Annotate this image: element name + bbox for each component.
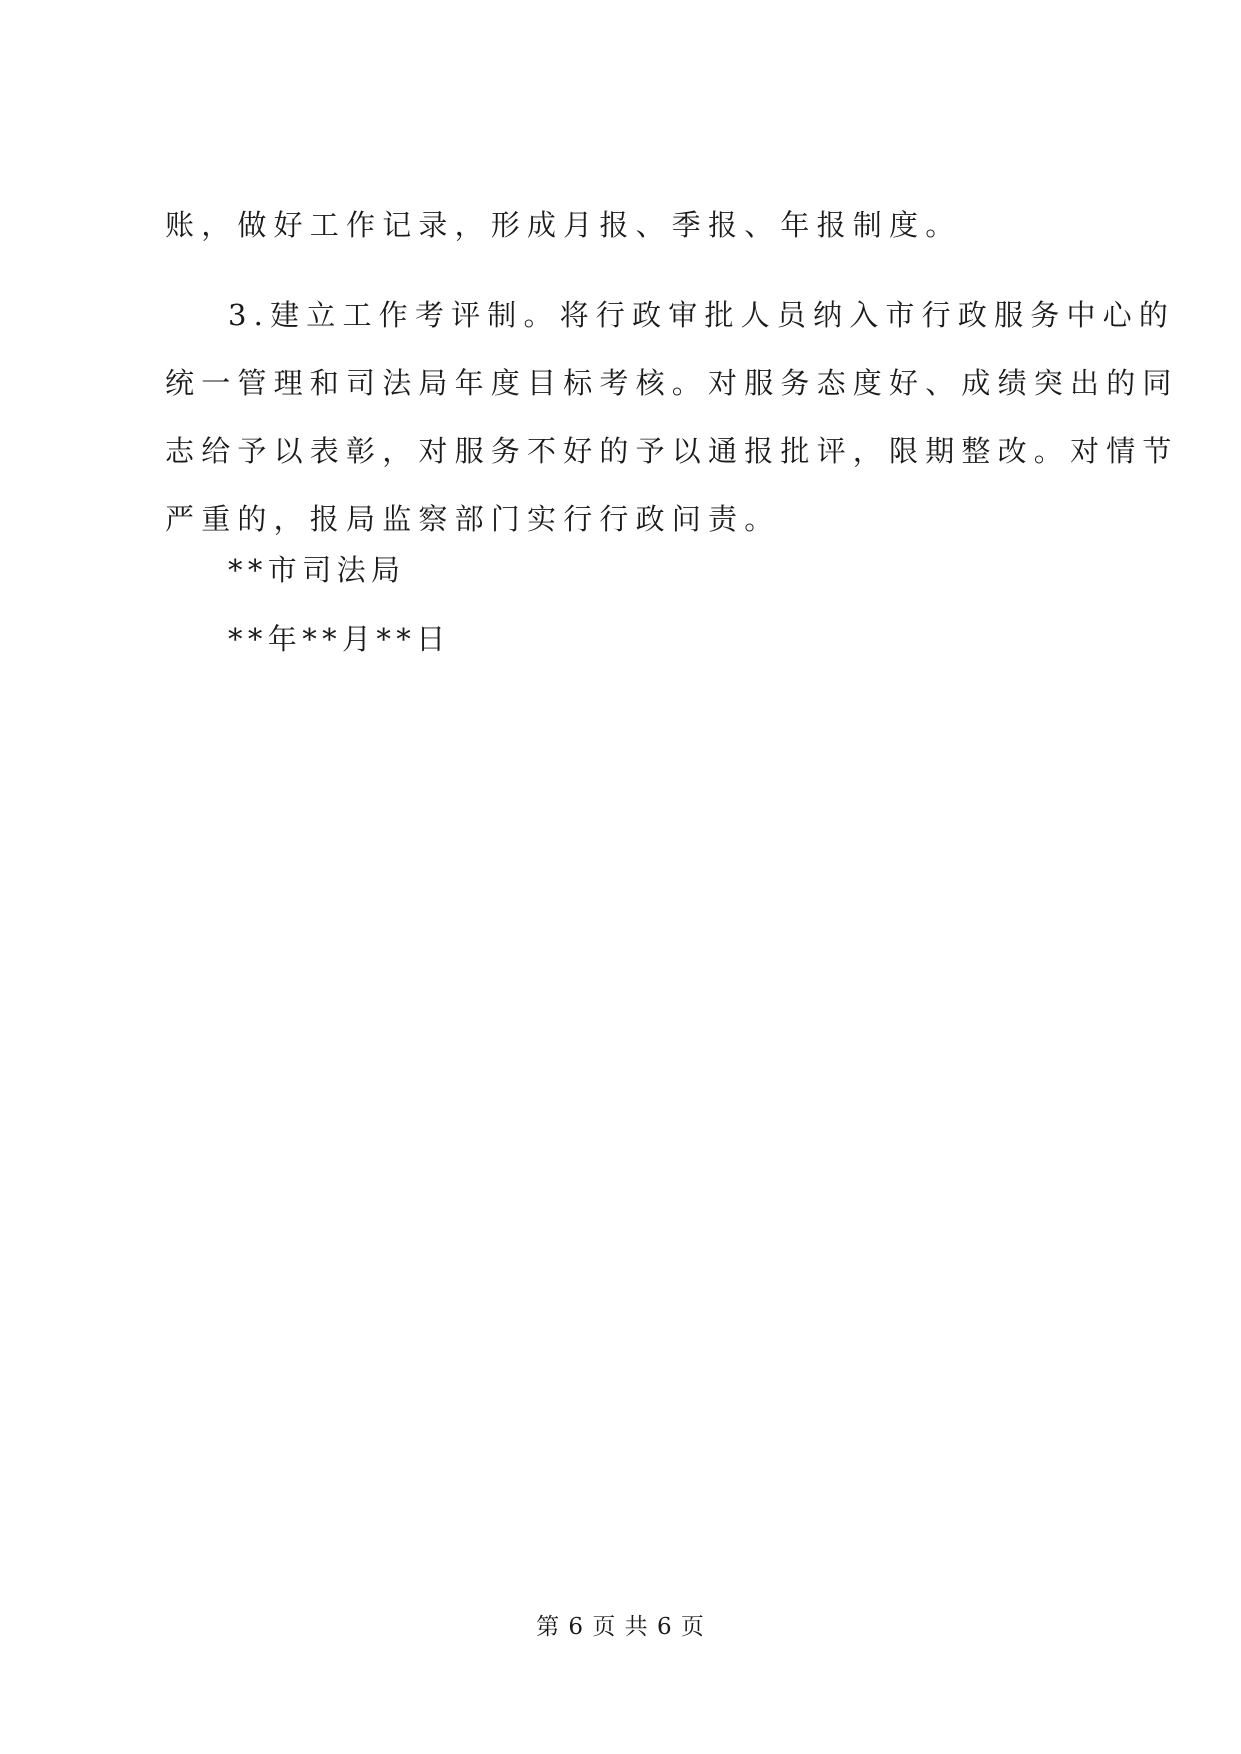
signature-organization: **市司法局: [228, 553, 406, 587]
body-text-line: 统一管理和司法局年度目标考核。对服务态度好、成绩突出的同: [165, 366, 1179, 400]
body-text-line: 严重的，报局监察部门实行行政问责。: [165, 502, 781, 536]
body-text-line: 3.建立工作考评制。将行政审批人员纳入市行政服务中心的: [228, 298, 1176, 332]
signature-date: **年**月**日: [228, 622, 451, 656]
body-text-line: 账，做好工作记录，形成月报、季报、年报制度。: [165, 208, 962, 242]
body-text-line: 志给予以表彰，对服务不好的予以通报批评，限期整改。对情节: [165, 434, 1179, 468]
page-number-footer: 第 6 页 共 6 页: [536, 1614, 705, 1640]
